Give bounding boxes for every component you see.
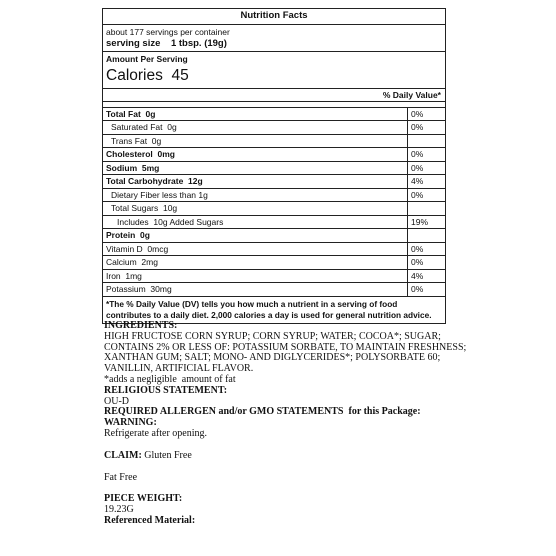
nutrient-dv: 4% bbox=[408, 175, 446, 189]
religious-value: OU-D bbox=[104, 395, 129, 407]
daily-value-header: % Daily Value* bbox=[103, 89, 445, 102]
claim-value: Gluten Free bbox=[141, 449, 192, 461]
allergen-heading: REQUIRED ALLERGEN and/or GMO STATEMENTS for this Package: bbox=[104, 406, 421, 418]
nutrient-dv bbox=[408, 134, 446, 148]
ingredients-heading: INGREDIENTS: bbox=[104, 320, 178, 331]
warning-heading: WARNING: bbox=[104, 417, 157, 429]
piece-weight-value: 19.23G bbox=[104, 504, 134, 516]
nutrient-dv bbox=[408, 202, 446, 216]
table-row bbox=[103, 121, 445, 135]
nutrient-label: Total Sugars 10g bbox=[103, 202, 408, 216]
amount-per-serving: Amount Per Serving bbox=[106, 53, 188, 64]
nutrient-label: Potassium 30mg bbox=[103, 283, 408, 297]
nutrient-label: Includes 10g Added Sugars bbox=[103, 215, 408, 229]
claim-line bbox=[104, 451, 544, 462]
serving-info bbox=[103, 25, 445, 52]
table-row bbox=[103, 215, 445, 229]
calories: Calories 45 bbox=[103, 64, 445, 89]
ingredients-line: CONTAINS 2% OR LESS OF: POTASSIUM SORBATE, TO MAINTAIN FRESHNESS; bbox=[104, 341, 467, 353]
ingredients-note: *adds a negligible amount of fat bbox=[104, 373, 236, 385]
nutrient-dv: 4% bbox=[408, 269, 446, 283]
claim-label: CLAIM: bbox=[104, 449, 142, 461]
table-row bbox=[103, 229, 445, 243]
nutrient-label: Total Carbohydrate 12g bbox=[103, 175, 408, 189]
nutrient-label: Cholesterol 0mg bbox=[103, 148, 408, 162]
servings-per-container: about 177 servings per container bbox=[106, 26, 230, 37]
table-row bbox=[103, 269, 445, 283]
nutrient-label: Vitamin D 0mcg bbox=[103, 242, 408, 256]
nutrient-dv: 0% bbox=[408, 256, 446, 270]
table-row bbox=[103, 188, 445, 202]
nutrient-label: Saturated Fat 0g bbox=[103, 121, 408, 135]
warning-value: Refrigerate after opening. bbox=[104, 427, 208, 439]
nutrient-label: Trans Fat 0g bbox=[103, 134, 408, 148]
religious-heading: RELIGIOUS STATEMENT: bbox=[104, 384, 228, 396]
ingredients-line: VANILLIN, ARTIFICIAL FLAVOR. bbox=[104, 363, 254, 375]
nutrient-dv: 0% bbox=[408, 188, 446, 202]
nutrient-dv: 0% bbox=[408, 121, 446, 135]
nutrient-dv: 0% bbox=[408, 108, 446, 121]
piece-weight-heading: PIECE WEIGHT: bbox=[104, 493, 183, 505]
nutrient-dv: 0% bbox=[408, 242, 446, 256]
nutrient-label: Calcium 2mg bbox=[103, 256, 408, 270]
nutrition-facts-title: Nutrition Facts bbox=[103, 9, 445, 25]
nutrient-label: Protein 0g bbox=[103, 229, 408, 243]
nutrient-dv: 0% bbox=[408, 148, 446, 162]
nutrient-label: Sodium 5mg bbox=[103, 161, 408, 175]
nutrient-dv bbox=[408, 229, 446, 243]
table-row bbox=[103, 161, 445, 175]
table-row bbox=[103, 283, 445, 297]
nutrient-dv: 0% bbox=[408, 283, 446, 297]
table-row bbox=[103, 242, 445, 256]
nutrient-table bbox=[103, 108, 445, 297]
nutrient-label: Total Fat 0g bbox=[103, 108, 408, 121]
nutrient-label: Iron 1mg bbox=[103, 269, 408, 283]
nutrient-label: Dietary Fiber less than 1g bbox=[103, 188, 408, 202]
nutrition-facts-panel bbox=[102, 8, 446, 324]
table-row bbox=[103, 148, 445, 162]
table-row bbox=[103, 256, 445, 270]
table-row bbox=[103, 134, 445, 148]
daily-value-footnote: *The % Daily Value (DV) tells you how much a nutrient in a serving of food contributes to a daily diet. 2,000 calories a day is used for general nutrition advice. bbox=[106, 298, 432, 320]
nutrient-dv: 0% bbox=[408, 161, 446, 175]
table-row bbox=[103, 108, 445, 121]
ingredients-line: XANTHAN GUM; SALT; MONO- AND DIGLYCERIDES*; POLYSORBATE 60; bbox=[104, 352, 441, 364]
ingredients-line: HIGH FRUCTOSE CORN SYRUP; CORN SYRUP; WATER; COCOA*; SUGAR; bbox=[104, 330, 441, 342]
serving-size: serving size 1 tbsp. (19g) bbox=[106, 37, 227, 49]
referenced-material-heading: Referenced Material: bbox=[104, 514, 196, 526]
table-row bbox=[103, 175, 445, 189]
spacer bbox=[104, 462, 544, 473]
table-row bbox=[103, 202, 445, 216]
nutrient-dv: 19% bbox=[408, 215, 446, 229]
fat-free-claim: Fat Free bbox=[104, 471, 138, 483]
product-info bbox=[104, 321, 544, 527]
